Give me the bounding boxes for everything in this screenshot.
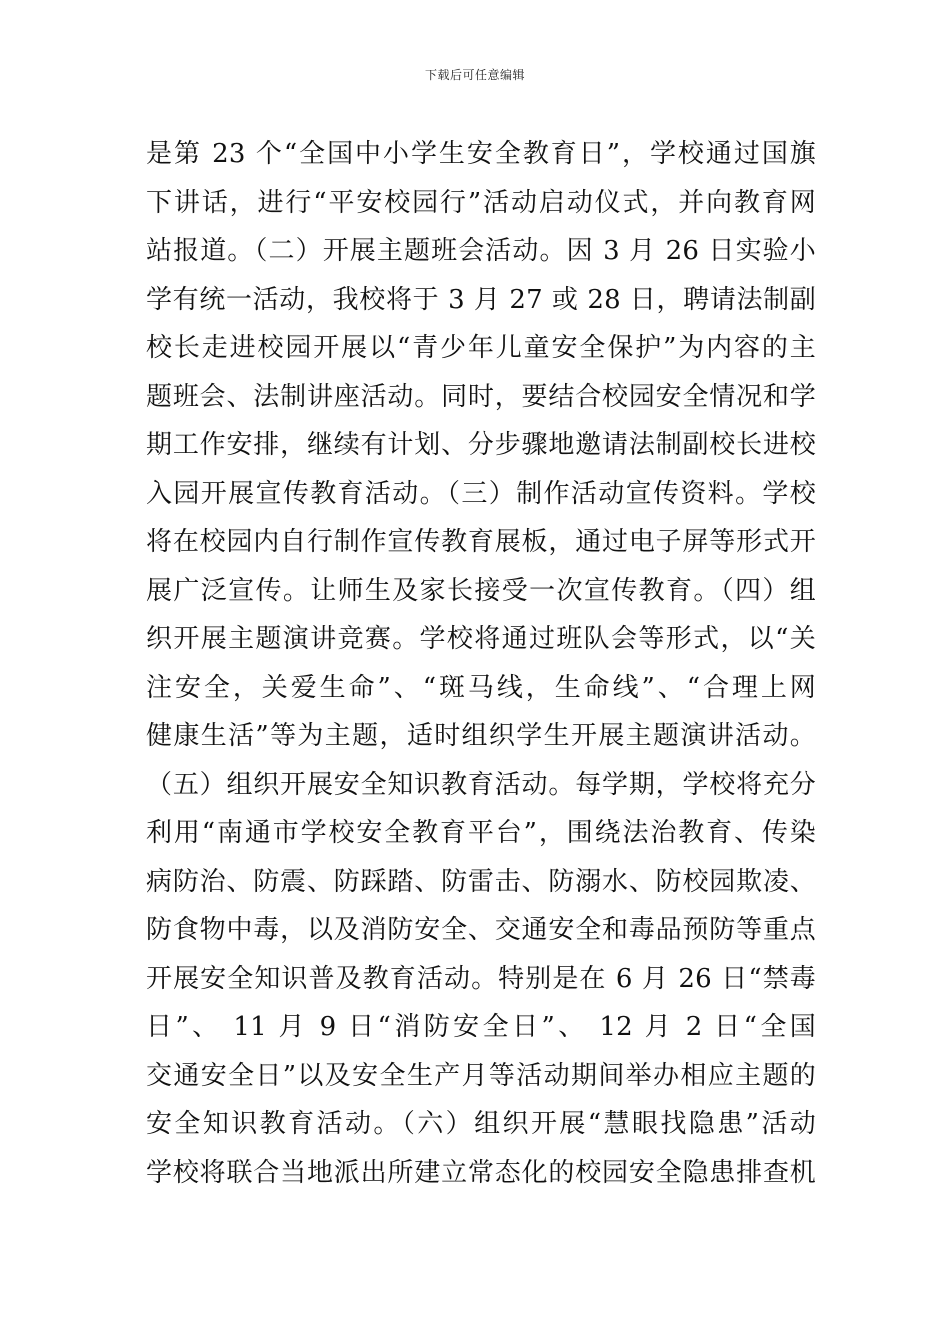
text-line: 站报道。（二）开展主题班会活动。因 3 月 26 日实验小 — [146, 236, 816, 266]
text-line: （五）组织开展安全知识教育活动。每学期，学校将充分 — [146, 769, 816, 800]
text-line: 学校将联合当地派出所建立常态化的校园安全隐患排查机 — [146, 1157, 816, 1188]
text-line: 防食物中毒，以及消防安全、交通安全和毒品预防等重点 — [146, 915, 816, 945]
text-line: 将在校园内自行制作宣传教育展板，通过电子屏等形式开 — [146, 527, 816, 557]
text-line: 安全知识教育活动。（六）组织开展“慧眼找隐患”活动 — [146, 1109, 816, 1139]
text-line: 校长走进校园开展以“青少年儿童安全保护”为内容的主 — [146, 333, 816, 363]
text-line: 题班会、法制讲座活动。同时，要结合校园安全情况和学 — [146, 381, 816, 412]
text-line: 交通安全日”以及安全生产月等活动期间举办相应主题的 — [146, 1060, 816, 1091]
text-line: 是第 23 个“全国中小学生安全教育日”，学校通过国旗 — [146, 139, 816, 169]
text-line: 学有统一活动，我校将于 3 月 27 或 28 日，聘请法制副 — [146, 284, 816, 315]
text-line: 入园开展宣传教育活动。（三）制作活动宣传资料。学校 — [146, 478, 816, 509]
text-line: 开展安全知识普及教育活动。特别是在 6 月 26 日“禁毒 — [146, 963, 816, 994]
text-line: 期工作安排，继续有计划、分步骤地邀请法制副校长进校 — [146, 430, 816, 460]
text-line: 下讲话，进行“平安校园行”活动启动仪式，并向教育网 — [146, 187, 816, 218]
text-line: 健康生活”等为主题，适时组织学生开展主题演讲活动。 — [146, 721, 816, 751]
text-line: 展广泛宣传。让师生及家长接受一次宣传教育。（四）组 — [146, 575, 816, 606]
text-line: 注安全，关爱生命”、“斑马线，生命线”、“合理上网 — [146, 672, 816, 703]
text-line: 病防治、防震、防踩踏、防雷击、防溺水、防校园欺凌、 — [146, 866, 816, 897]
body-text — [146, 130, 816, 1197]
text-line: 日”、 11 月 9 日“消防安全日”、 12 月 2 日“全国 — [146, 1012, 816, 1042]
text-line: 织开展主题演讲竞赛。学校将通过班队会等形式，以“关 — [146, 624, 816, 654]
text-line: 利用“南通市学校安全教育平台”，围绕法治教育、传染 — [146, 818, 816, 848]
page-header: 下载后可任意编辑 — [424, 68, 525, 82]
